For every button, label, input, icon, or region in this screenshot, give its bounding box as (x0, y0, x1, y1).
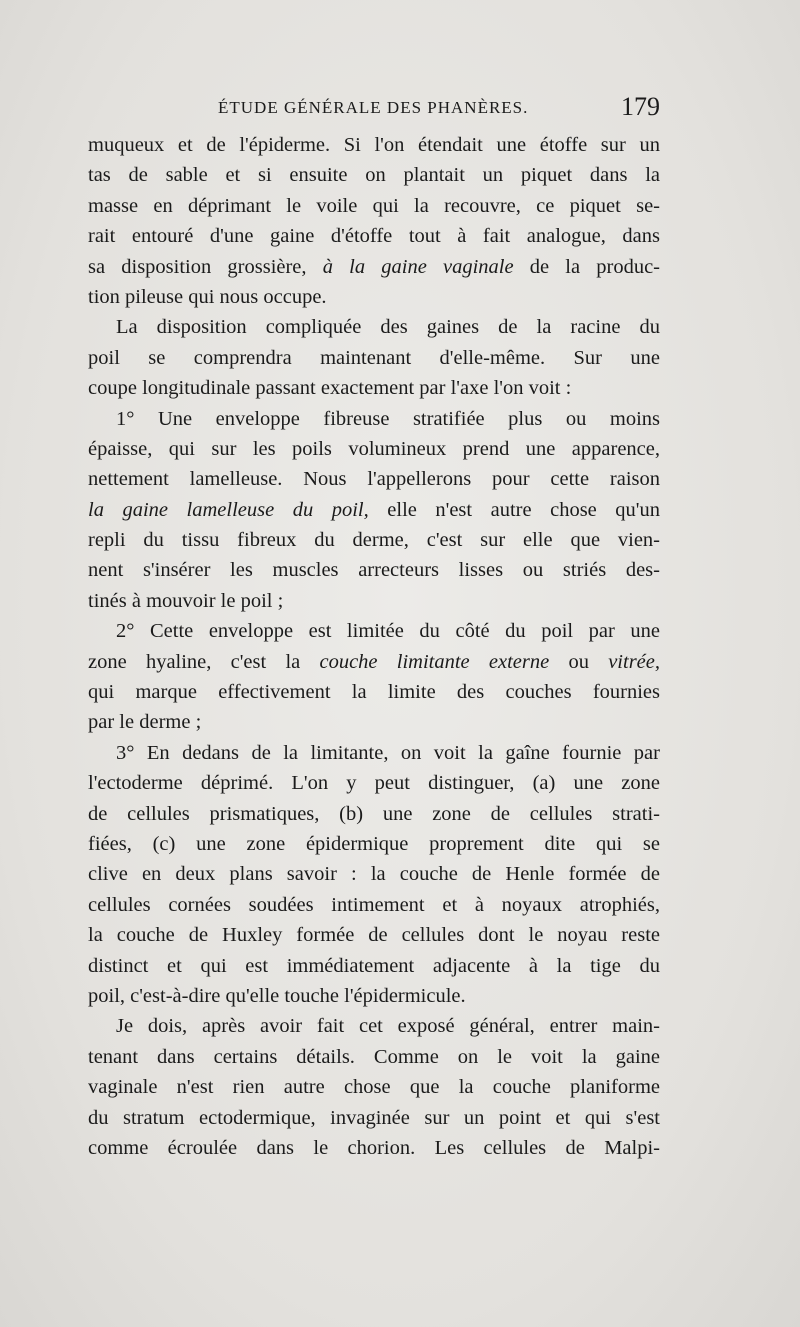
text-segment: elle n'est autre chose qu'un (368, 498, 660, 521)
text-segment: La disposition compliquée des gaines de la racine du (116, 316, 660, 339)
text-line (88, 738, 660, 768)
text-segment: par le derme ; (88, 711, 202, 734)
text-segment: coupe longitudinale passant exactement par l'axe l'on voit : (88, 377, 572, 400)
text-segment: fiées, (c) une zone épidermique proprement dite qui se (88, 832, 660, 855)
text-line (88, 677, 660, 707)
text-line (88, 1072, 660, 1102)
text-line (88, 920, 660, 950)
text-segment: 2° Cette enveloppe est limitée du côté du poil par une (116, 620, 660, 643)
italic-term: vitrée, (608, 650, 660, 673)
text-line (88, 191, 660, 221)
text-segment: de la produc- (513, 255, 660, 278)
text-line (88, 312, 660, 342)
text-segment: épaisse, qui sur les poils volumineux prend une apparence, (88, 437, 660, 460)
text-segment: zone hyaline, c'est la (88, 650, 320, 673)
text-line (88, 464, 660, 494)
text-segment: clive en deux plans savoir : la couche de Henle formée de (88, 863, 660, 886)
text-line (88, 859, 660, 889)
text-line (88, 1103, 660, 1133)
text-segment: nettement lamelleuse. Nous l'appellerons pour cette raison (88, 468, 660, 491)
text-line (88, 1011, 660, 1041)
text-line (88, 282, 660, 312)
text-line (88, 981, 660, 1011)
text-line (88, 130, 660, 160)
text-line (88, 525, 660, 555)
text-line (88, 1133, 660, 1163)
text-line (88, 768, 660, 798)
text-line (88, 890, 660, 920)
italic-term: la gaine lamelleuse du poil, (88, 498, 369, 521)
text-line (88, 951, 660, 981)
text-segment: la couche de Huxley formée de cellules dont le noyau reste (88, 924, 660, 947)
text-segment: tion pileuse qui nous occupe. (88, 285, 327, 308)
page-number: 179 (621, 92, 660, 121)
text-line (88, 829, 660, 859)
text-segment: nent s'insérer les muscles arrecteurs lisses ou striés des- (88, 559, 660, 582)
text-segment: tas de sable et si ensuite on plantait un piquet dans la (88, 164, 660, 187)
text-segment: poil, c'est-à-dire qu'elle touche l'épidermicule. (88, 984, 466, 1007)
text-segment: comme écroulée dans le chorion. Les cellules de Malpi- (88, 1136, 660, 1159)
text-segment: l'ectoderme déprimé. L'on y peut distinguer, (a) une zone (88, 772, 660, 795)
text-line (88, 404, 660, 434)
text-segment: cellules cornées soudées intimement et à noyaux atrophiés, (88, 893, 660, 916)
text-line (88, 343, 660, 373)
text-line (88, 252, 660, 282)
text-line (88, 647, 660, 677)
text-line (88, 707, 660, 737)
text-segment: poil se comprendra maintenant d'elle-même. Sur une (88, 346, 660, 369)
text-line (88, 373, 660, 403)
text-line (88, 1042, 660, 1072)
text-segment: 3° En dedans de la limitante, on voit la gaîne fournie par (116, 741, 660, 764)
text-segment: tenant dans certains détails. Comme on le voit la gaine (88, 1045, 660, 1068)
text-segment: du stratum ectodermique, invaginée sur un point et qui s'est (88, 1106, 660, 1129)
text-segment: de cellules prismatiques, (b) une zone de cellules strati- (88, 802, 660, 825)
text-segment: repli du tissu fibreux du derme, c'est sur elle que vien- (88, 529, 660, 552)
italic-term: couche limitante externe (319, 650, 550, 673)
text-line (88, 495, 660, 525)
text-segment: sa disposition grossière, (88, 255, 323, 278)
text-line (88, 221, 660, 251)
text-line (88, 616, 660, 646)
text-line (88, 434, 660, 464)
text-segment: distinct et qui est immédiatement adjacente à la tige du (88, 954, 660, 977)
body-text (88, 130, 660, 1163)
text-segment: Je dois, après avoir fait cet exposé général, entrer main- (116, 1015, 660, 1038)
text-segment: tinés à mouvoir le poil ; (88, 589, 284, 612)
text-segment: qui marque effectivement la limite des couches fournies (88, 681, 660, 704)
text-line (88, 799, 660, 829)
text-segment: 1° Une enveloppe fibreuse stratifiée plus ou moins (116, 407, 660, 430)
text-segment: masse en déprimant le voile qui la recouvre, ce piquet se- (88, 194, 660, 217)
text-segment: rait entouré d'une gaine d'étoffe tout à fait analogue, dans (88, 225, 660, 248)
text-segment: muqueux et de l'épiderme. Si l'on étendait une étoffe sur un (88, 134, 660, 156)
text-line (88, 586, 660, 616)
text-segment: ou (549, 650, 609, 673)
text-line (88, 160, 660, 190)
running-title: ÉTUDE GÉNÉRALE DES PHANÈRES. (218, 98, 529, 117)
italic-term: à la gaine vaginale (322, 255, 514, 278)
text-segment: vaginale n'est rien autre chose que la couche planiforme (88, 1076, 660, 1099)
text-line (88, 555, 660, 585)
page-header (88, 92, 660, 126)
